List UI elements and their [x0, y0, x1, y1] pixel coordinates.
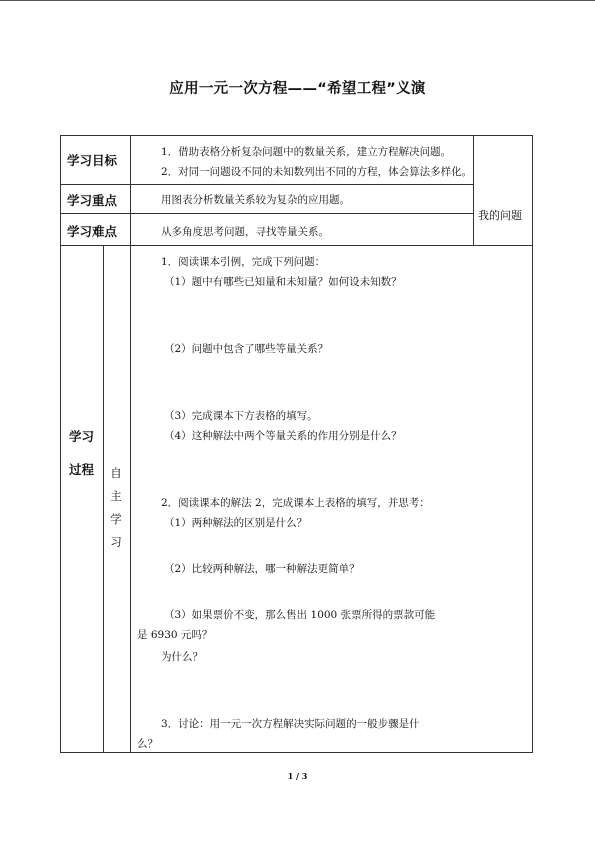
process-line: （3）如果票价不变，那么售出 1000 张票所得的票款可能 [164, 609, 436, 621]
table-divider [60, 213, 473, 214]
process-label-line-2: 过程 [69, 462, 95, 477]
process-line: （3）完成课本下方表格的填写。 [164, 410, 318, 422]
process-line: （2）问题中包含了哪些等量关系？ [164, 343, 329, 355]
process-line: （2）比较两种解法，哪一种解法更简单？ [164, 563, 360, 575]
difficulty-label: 学习难点 [67, 224, 118, 239]
goals-line-1: 1．借助表格分析复杂问题中的数量关系，建立方程解决问题。 [161, 146, 452, 158]
process-line: （1）两种解法的区别是什么？ [164, 517, 308, 529]
process-line: 么？ [137, 738, 158, 750]
difficulty-text: 从多角度思考问题，寻找等量关系。 [161, 226, 329, 238]
process-line: （1）题中有哪些已知量和未知量？如何设未知数？ [164, 276, 402, 288]
page-title: 应用一元一次方程——“希望工程”义演 [169, 81, 426, 97]
table-border-right [532, 135, 533, 753]
key-point-label: 学习重点 [67, 193, 118, 208]
self-study-label [109, 462, 123, 554]
process-line: 2．阅读课本的解法 2，完成课本上表格的填写，并思考： [161, 497, 430, 509]
process-line: 1．阅读课本引例，完成下列问题： [161, 256, 326, 268]
process-line: 3．讨论：用一元一次方程解决实际问题的一般步骤是什 [161, 718, 420, 730]
goals-line-2: 2．对同一问题设不同的未知数列出不同的方程，体会算法多样化。 [161, 166, 473, 178]
table-divider [130, 135, 131, 753]
process-line: 是 6930 元吗？ [137, 629, 213, 641]
self-study-char: 学 [110, 512, 122, 526]
page-top-border [0, 0, 595, 1]
table-divider [103, 245, 104, 753]
process-line: 为什么？ [161, 651, 203, 663]
my-questions-label: 我的问题 [478, 209, 522, 222]
page-number: 1 / 3 [287, 771, 308, 781]
key-point-text: 用图表分析数量关系较为复杂的应用题。 [161, 194, 350, 206]
process-line: （4）这种解法中两个等量关系的作用分别是什么？ [164, 430, 402, 442]
self-study-char: 主 [110, 489, 122, 503]
self-study-char: 习 [110, 535, 122, 549]
table-divider [60, 184, 473, 185]
table-border-left [60, 135, 61, 753]
table-divider [473, 135, 474, 245]
self-study-char: 自 [110, 466, 122, 480]
goals-label: 学习目标 [67, 153, 118, 168]
process-label-line-1: 学习 [69, 429, 95, 444]
